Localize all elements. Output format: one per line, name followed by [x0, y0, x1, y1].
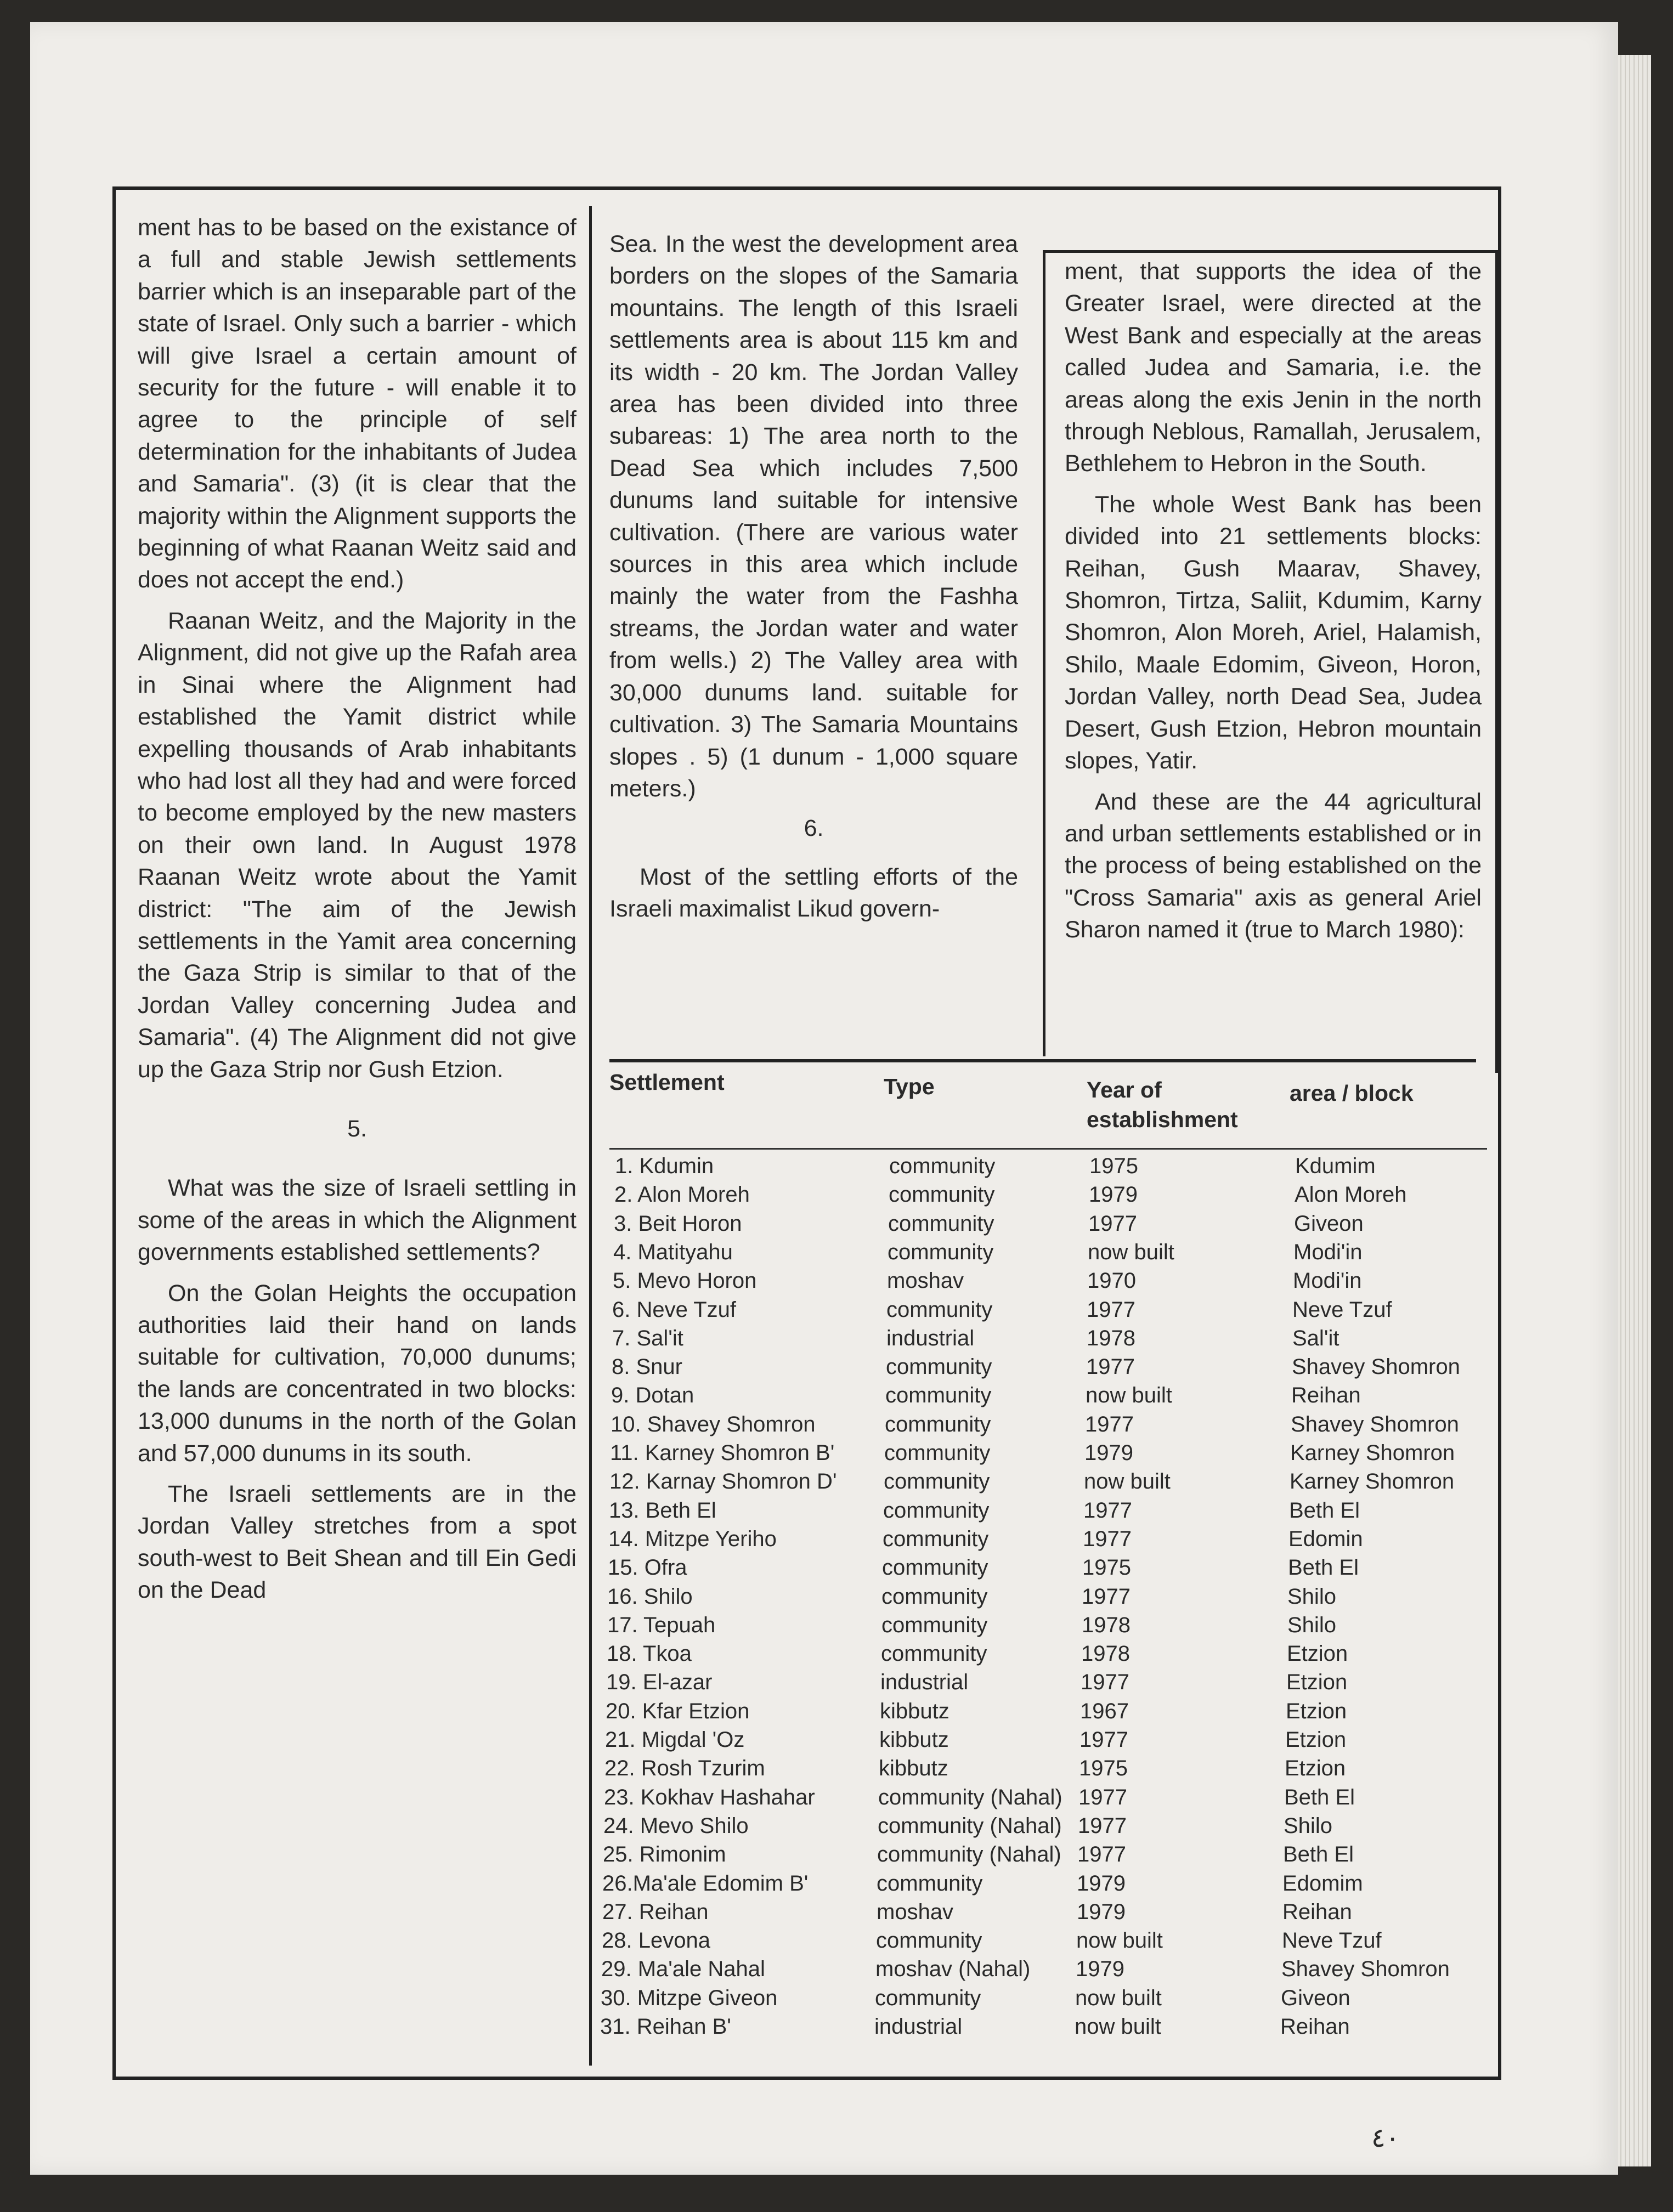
paragraph: What was the size of Israeli settling in some of the areas in which the Alignment governments established settlements?	[138, 1175, 576, 1266]
type-cell: kibbutz	[879, 1756, 948, 1781]
table-row	[116, 1298, 1498, 1326]
type-cell: community	[883, 1498, 990, 1523]
table-header-settlement: Settlement	[609, 1070, 725, 1095]
type-cell: industrial	[874, 2015, 963, 2039]
text-column-3	[1065, 256, 1482, 946]
type-cell: community	[876, 1928, 982, 1953]
area-cell: Karney Shomron	[1290, 1441, 1455, 1465]
paragraph: ment has to be based on the existance of a full and stable Jewish settlements barrier which is an inseparable part of the state of Israel. Only such a barrier - which will give Israel a certain amount of security for the future - will enable it to agree to the principle of self determination for the inhabitants of Judea and Samaria". (3) (it is clear that the majority within the Alignment supports the beginning of what Raanan Weitz said and does not accept the end.)	[138, 214, 576, 593]
year-cell: 1977	[1088, 1211, 1137, 1236]
table-row	[116, 1469, 1498, 1498]
year-cell: 1975	[1082, 1555, 1131, 1580]
year-cell: 1979	[1077, 1871, 1126, 1896]
type-cell: moshav	[877, 1899, 954, 1924]
year-cell: 1975	[1079, 1756, 1128, 1781]
area-cell: Kdumim	[1295, 1154, 1376, 1178]
year-cell: 1977	[1077, 1842, 1126, 1867]
text-column-2	[609, 228, 1018, 925]
table-header-type: Type	[884, 1074, 935, 1099]
table-row	[116, 1269, 1498, 1297]
year-cell: 1979	[1077, 1899, 1126, 1924]
section-heading-5: 5.	[347, 1115, 367, 1142]
magazine-page	[30, 22, 1618, 2175]
type-cell: community	[888, 1240, 994, 1264]
settlement-cell: 10. Shavey Shomron	[611, 1412, 816, 1436]
area-cell: Etzion	[1285, 1728, 1347, 1752]
year-cell: now built	[1088, 1240, 1174, 1264]
settlement-cell: 18. Tkoa	[607, 1642, 692, 1666]
table-row	[116, 1326, 1498, 1355]
settlement-cell: 20. Kfar Etzion	[606, 1699, 750, 1723]
area-cell: Etzion	[1285, 1756, 1346, 1781]
table-row	[116, 1986, 1498, 2015]
area-cell: Reihan	[1280, 2015, 1350, 2039]
settlement-cell: 21. Migdal 'Oz	[605, 1728, 745, 1752]
paragraph: Raanan Weitz, and the Majority in the Alignment, did not give up the Rafah area in Sinai where the Alignment had established the Yamit district while expelling thousands of Arab inhabitants who had lost all they had and were forced to become employed by the new masters on their own land. In August 1978 Raanan Weitz wrote about the Yamit district: "The aim of the Jewish settlements in the Yamit area concerning the Gaza Strip is similar to that of the Jordan Valley concerning Judea and Samaria". (4) The Alignment did not give up the Gaza Strip nor Gush Etzion.	[138, 607, 576, 1083]
settlement-cell: 25. Rimonim	[603, 1842, 726, 1867]
area-cell: Reihan	[1282, 1899, 1352, 1924]
type-cell: community	[886, 1297, 993, 1322]
settlement-cell: 24. Mevo Shilo	[603, 1813, 749, 1838]
table-header-year: Year of establishment	[1087, 1077, 1238, 1132]
type-cell: community	[881, 1584, 988, 1609]
type-cell: community (Nahal)	[878, 1785, 1062, 1809]
paragraph: Sea. In the west the development area borders on the slopes of the Samaria mountains. The length of this Israeli settlements area is about 115 km and its width - 20 km. The Jordan Valley area has been divided into three subareas: 1) The area north to the Dead Sea which includes 7,500 dunums land suitable for intensive cultivation. (There are various water sources in this area which include mainly the water from the Fashha streams, the Jordan water and water from wells.) 2) The Valley area with 30,000 dunums land. suitable for cultivation. 3) The Samaria Mountains slopes . 5) (1 dunum - 1,000 square meters.)	[609, 231, 1018, 802]
area-cell: Shilo	[1287, 1613, 1336, 1637]
paragraph: On the Golan Heights the occupation authorities laid their hand on lands suitable for cultivation, 70,000 dunums; the lands are concentrated in two blocks: 13,000 dunums in the north of the Golan and 57,000 dunums in its south.	[138, 1280, 576, 1467]
settlement-cell: 7. Sal'it	[612, 1326, 683, 1350]
year-cell: 1977	[1083, 1498, 1132, 1523]
settlement-cell: 31. Reihan B'	[600, 2015, 731, 2039]
area-cell: Shavey Shomron	[1292, 1355, 1460, 1379]
table-row	[116, 1212, 1498, 1240]
table-row	[116, 1441, 1498, 1469]
table-header-rule	[609, 1148, 1487, 1150]
table-row	[116, 1383, 1498, 1412]
settlement-cell: 14. Mitzpe Yeriho	[608, 1526, 777, 1551]
year-cell: 1979	[1084, 1441, 1133, 1465]
year-cell: 1977	[1085, 1412, 1134, 1436]
paragraph: The whole West Bank has been divided into 21 settlements blocks: Reihan, Gush Maarav, Shavey, Shomron, Tirtza, Saliit, Kdumim, Karny Shomron, Alon Moreh, Ariel, Halamish, Shilo, Maale Edomim, Giveon, Horon, Jordan Valley, north Dead Sea, Judea Desert, Gush Etzion, Hebron mountain slopes, Yatir.	[1065, 491, 1482, 774]
settlement-cell: 29. Ma'ale Nahal	[601, 1957, 765, 1982]
year-cell: 1977	[1078, 1785, 1127, 1809]
year-cell: now built	[1086, 1383, 1172, 1408]
table-row	[116, 1527, 1498, 1555]
settlement-cell: 4. Matityahu	[613, 1240, 733, 1264]
year-cell: 1975	[1089, 1154, 1138, 1178]
settlement-cell: 11. Karney Shomron B'	[610, 1441, 835, 1465]
table-row	[116, 1900, 1498, 1928]
year-cell: 1977	[1086, 1355, 1135, 1379]
box-top-rule	[1043, 250, 1495, 253]
type-cell: community	[881, 1613, 988, 1637]
type-cell: community (Nahal)	[878, 1813, 1062, 1838]
table-row	[116, 1814, 1498, 1842]
type-cell: community	[883, 1526, 989, 1551]
table-row	[116, 1728, 1498, 1756]
type-cell: community	[889, 1183, 995, 1207]
paragraph: And these are the 44 agricultural and urban settlements established or in the process of being established on the "Cross Samaria" axis as general Ariel Sharon named it (true to March 1980):	[1065, 788, 1482, 943]
table-row	[116, 1555, 1498, 1584]
table-row	[116, 1412, 1498, 1441]
table-row	[116, 1240, 1498, 1269]
year-cell: 1978	[1081, 1642, 1130, 1666]
type-cell: community	[884, 1469, 990, 1494]
area-cell: Shilo	[1284, 1813, 1332, 1838]
area-cell: Shavey Shomron	[1291, 1412, 1459, 1436]
year-cell: 1977	[1083, 1526, 1132, 1551]
year-cell: now built	[1075, 2015, 1161, 2039]
settlement-cell: 3. Beit Horon	[614, 1211, 742, 1236]
area-cell: Edomin	[1288, 1526, 1363, 1551]
type-cell: community	[885, 1412, 991, 1436]
settlement-cell: 27. Reihan	[602, 1899, 709, 1924]
type-cell: community	[881, 1642, 987, 1666]
table-row	[116, 1613, 1498, 1642]
section-heading-6: 6.	[804, 815, 824, 842]
table-header-area: area / block	[1290, 1080, 1414, 1106]
area-cell: Beth El	[1283, 1842, 1354, 1867]
type-cell: community	[882, 1555, 988, 1580]
year-cell: 1977	[1082, 1584, 1131, 1609]
settlement-cell: 15. Ofra	[608, 1555, 687, 1580]
year-cell: now built	[1075, 1985, 1162, 2010]
area-cell: Etzion	[1287, 1642, 1348, 1666]
area-cell: Shavey Shomron	[1281, 1957, 1450, 1982]
area-cell: Modi'in	[1293, 1240, 1363, 1264]
settlement-cell: 30. Mitzpe Giveon	[601, 1985, 778, 2010]
area-cell: Modi'in	[1293, 1269, 1362, 1293]
table-top-rule	[609, 1059, 1476, 1062]
box-right-rule	[1495, 250, 1498, 1073]
settlement-cell: 16. Shilo	[607, 1584, 693, 1609]
type-cell: moshav	[887, 1269, 964, 1293]
settlement-cell: 5. Mevo Horon	[613, 1269, 757, 1293]
type-cell: community	[875, 1985, 981, 2010]
settlement-cell: 17. Tepuah	[607, 1613, 716, 1637]
type-cell: community	[884, 1441, 991, 1465]
year-cell: 1978	[1087, 1326, 1135, 1350]
area-cell: Beth El	[1289, 1498, 1360, 1523]
type-cell: moshav (Nahal)	[875, 1957, 1031, 1982]
area-cell: Edomim	[1282, 1871, 1363, 1896]
table-row	[116, 1957, 1498, 1985]
area-cell: Giveon	[1281, 1985, 1350, 2010]
type-cell: community (Nahal)	[877, 1842, 1061, 1867]
table-row	[116, 1355, 1498, 1383]
table-row	[116, 1585, 1498, 1613]
year-cell: 1977	[1081, 1670, 1129, 1695]
type-cell: kibbutz	[879, 1728, 949, 1752]
table-row	[116, 1154, 1498, 1183]
year-cell: 1970	[1087, 1269, 1136, 1293]
table-row	[116, 1785, 1498, 1814]
year-cell: 1979	[1076, 1957, 1124, 1982]
type-cell: community	[886, 1355, 992, 1379]
year-cell: 1967	[1080, 1699, 1129, 1723]
type-cell: industrial	[886, 1326, 975, 1350]
area-cell: Alon Moreh	[1295, 1183, 1407, 1207]
year-cell: 1977	[1087, 1297, 1135, 1322]
settlement-cell: 2. Alon Moreh	[614, 1183, 750, 1207]
settlement-cell: 23. Kokhav Hashahar	[604, 1785, 815, 1809]
table-row	[116, 2015, 1498, 2043]
area-cell: Sal'it	[1292, 1326, 1339, 1350]
year-cell: now built	[1076, 1928, 1163, 1953]
area-cell: Etzion	[1286, 1699, 1347, 1723]
area-cell: Reihan	[1291, 1383, 1361, 1408]
table-row	[116, 1842, 1498, 1871]
paragraph: The Israeli settlements are in the Jordan Valley stretches from a spot south-west to Beit Shean and till Ein Gedi on the Dead	[138, 1481, 576, 1604]
table-row	[116, 1699, 1498, 1728]
content-frame	[112, 186, 1501, 2080]
table-row	[116, 1871, 1498, 1900]
type-cell: community	[877, 1871, 983, 1896]
year-cell: 1977	[1078, 1813, 1127, 1838]
settlement-cell: 28. Levona	[602, 1928, 710, 1953]
settlement-cell: 19. El-azar	[606, 1670, 713, 1695]
settlement-cell: 13. Beth El	[609, 1498, 716, 1523]
page-number: ٤٠	[1371, 2123, 1400, 2153]
type-cell: community	[888, 1211, 994, 1236]
type-cell: kibbutz	[880, 1699, 949, 1723]
settlement-cell: 9. Dotan	[611, 1383, 694, 1408]
table-row	[116, 1928, 1498, 1957]
type-cell: community	[889, 1154, 996, 1178]
area-cell: Giveon	[1294, 1211, 1364, 1236]
settlement-cell: 12. Karnay Shomron D'	[609, 1469, 837, 1494]
area-cell: Neve Tzuf	[1292, 1297, 1392, 1322]
year-cell: 1977	[1079, 1728, 1128, 1752]
area-cell: Neve Tzuf	[1282, 1928, 1382, 1953]
year-cell: now built	[1084, 1469, 1171, 1494]
table-row	[116, 1642, 1498, 1670]
type-cell: industrial	[880, 1670, 969, 1695]
area-cell: Karney Shomron	[1290, 1469, 1455, 1494]
table-row	[116, 1756, 1498, 1785]
settlement-cell: 1. Kdumin	[615, 1154, 714, 1178]
column-divider-2	[1043, 250, 1045, 1056]
area-cell: Etzion	[1286, 1670, 1348, 1695]
paragraph: ment, that supports the idea of the Greater Israel, were directed at the West Bank and especially at the areas called Judea and Samaria, i.e. the areas along the exis Jenin in the north through Neblous, Ramallah, Jerusalem, Bethlehem to Hebron in the South.	[1065, 258, 1482, 477]
table-row	[116, 1498, 1498, 1527]
area-cell: Shilo	[1287, 1584, 1336, 1609]
settlement-cell: 22. Rosh Tzurim	[604, 1756, 765, 1781]
area-cell: Beth El	[1288, 1555, 1359, 1580]
type-cell: community	[885, 1383, 992, 1408]
year-cell: 1979	[1089, 1183, 1138, 1207]
table-row	[116, 1183, 1498, 1211]
area-cell: Beth El	[1284, 1785, 1355, 1809]
settlement-cell: 26.Ma'ale Edomim B'	[602, 1871, 809, 1896]
settlement-cell: 6. Neve Tzuf	[612, 1297, 737, 1322]
table-row	[116, 1670, 1498, 1699]
year-cell: 1978	[1082, 1613, 1131, 1637]
settlement-cell: 8. Snur	[612, 1355, 682, 1379]
paragraph: Most of the settling efforts of the Israeli maximalist Likud govern-	[609, 863, 1018, 923]
